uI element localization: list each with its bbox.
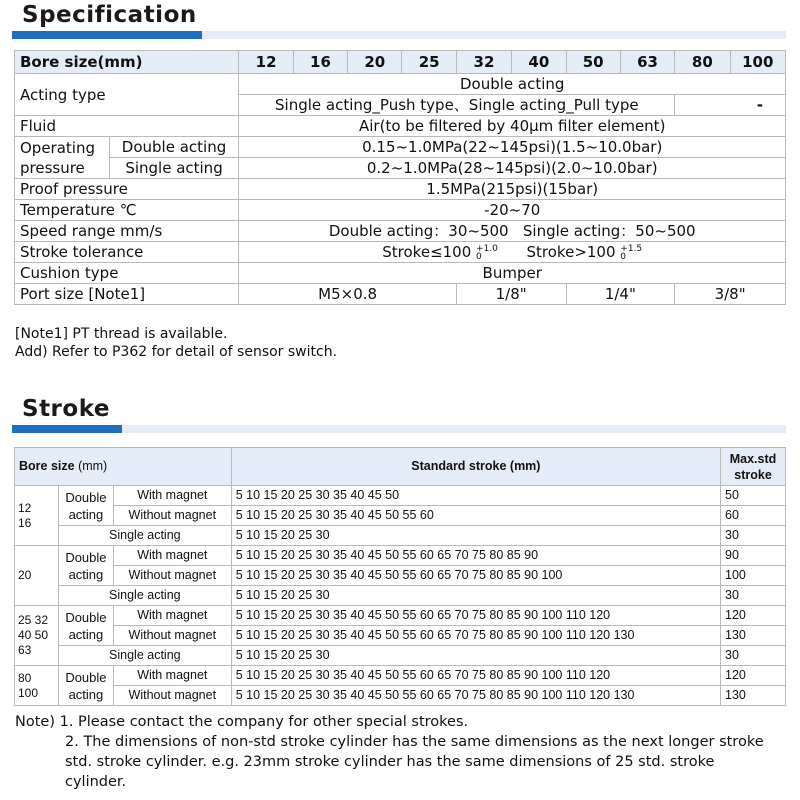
cushion-type-row xyxy=(15,263,786,284)
fluid-label: Fluid xyxy=(15,116,239,137)
max-stroke: 60 xyxy=(721,506,786,526)
port-size-row xyxy=(15,284,786,305)
max-stroke: 130 xyxy=(721,686,786,706)
stroke-tolerance-row xyxy=(15,242,786,263)
standard-stroke-header: Standard stroke (mm) xyxy=(231,448,720,486)
stroke-values: 5 10 15 20 25 30 xyxy=(231,526,720,546)
spec-header-row xyxy=(15,51,786,74)
operating-pressure-row xyxy=(15,137,786,158)
max-stroke: 90 xyxy=(721,546,786,566)
bore-col: 12 xyxy=(239,51,293,74)
max-stroke: 100 xyxy=(721,566,786,586)
single-acting-label: Single acting xyxy=(58,646,231,666)
stroke-values: 5 10 15 20 25 30 35 40 45 50 55 60 xyxy=(231,506,720,526)
acting-type-single: Single acting_Push type、Single acting_Pull type xyxy=(239,95,675,116)
table-row xyxy=(15,666,786,686)
with-magnet-label: With magnet xyxy=(113,666,231,686)
max-stroke: 30 xyxy=(721,526,786,546)
stroke-values: 5 10 15 20 25 30 35 40 45 50 xyxy=(231,486,720,506)
stroke-tolerance-value xyxy=(239,242,786,263)
bore-col: 20 xyxy=(348,51,402,74)
op-single-value: 0.2~1.0MPa(28~145psi)(2.0~10.0bar) xyxy=(239,158,786,179)
bore-col: 63 xyxy=(620,51,674,74)
with-magnet-label: With magnet xyxy=(113,546,231,566)
stroke-note-1: Note) 1. Please contact the company for other special strokes. xyxy=(15,714,469,730)
proof-pressure-row xyxy=(15,179,786,200)
temperature-label: Temperature ℃ xyxy=(15,200,239,221)
single-acting-label: Single acting xyxy=(58,586,231,606)
note1: [Note1] PT thread is available. xyxy=(15,326,228,342)
without-magnet-label: Without magnet xyxy=(113,566,231,586)
table-row xyxy=(15,506,786,526)
speed-range-label: Speed range mm/s xyxy=(15,221,239,242)
fluid-row xyxy=(15,116,786,137)
stroke-notes xyxy=(15,712,780,792)
bore-cell: 80 100 xyxy=(15,666,59,706)
speed-range-row xyxy=(15,221,786,242)
table-row xyxy=(15,686,786,706)
table-row xyxy=(15,606,786,626)
port-size-label: Port size [Note1] xyxy=(15,284,239,305)
spec-notes xyxy=(15,325,337,361)
stroke-header-row xyxy=(15,448,786,486)
stroke-tolerance-label: Stroke tolerance xyxy=(15,242,239,263)
bore-col: 50 xyxy=(566,51,620,74)
single-acting-label: Single acting xyxy=(58,526,231,546)
port-size-value: 1/4" xyxy=(566,284,675,305)
acting-type-label: Acting type xyxy=(15,74,239,116)
bore-cell: 20 xyxy=(15,546,59,606)
table-row xyxy=(15,566,786,586)
stroke-table xyxy=(14,447,786,706)
temperature-value: -20~70 xyxy=(239,200,786,221)
table-row xyxy=(15,526,786,546)
op-double-value: 0.15~1.0MPa(22~145psi)(1.5~10.0bar) xyxy=(239,137,786,158)
proof-pressure-label: Proof pressure xyxy=(15,179,239,200)
acting-type-double: Double acting xyxy=(239,74,786,95)
with-magnet-label: With magnet xyxy=(113,606,231,626)
stroke-values: 5 10 15 20 25 30 35 40 45 50 55 60 65 70 75 80 85 90 100 110 120 130 xyxy=(231,686,720,706)
op-double-label: Double acting xyxy=(109,137,239,158)
table-row xyxy=(15,646,786,666)
port-size-value: 3/8" xyxy=(675,284,786,305)
stroke-values: 5 10 15 20 25 30 35 40 45 50 55 60 65 70 75 80 85 90 100 110 120 xyxy=(231,606,720,626)
port-size-value: 1/8" xyxy=(456,284,566,305)
stroke-values: 5 10 15 20 25 30 35 40 45 50 55 60 65 70 75 80 85 90 xyxy=(231,546,720,566)
table-row xyxy=(15,546,786,566)
double-acting-cell: Double acting xyxy=(58,666,113,706)
max-stroke: 120 xyxy=(721,666,786,686)
fluid-value: Air(to be filtered by 40μm filter element) xyxy=(239,116,786,137)
table-row xyxy=(15,626,786,646)
max-stroke: 30 xyxy=(721,646,786,666)
specification-table xyxy=(14,50,786,305)
bore-col: 100 xyxy=(730,51,785,74)
bore-col: 16 xyxy=(293,51,347,74)
stroke-bore-header: Bore size (mm) xyxy=(15,448,232,486)
tol-b-label: Stroke>100 xyxy=(526,243,616,261)
speed-range-value: Double acting：30~500 Single acting：50~500 xyxy=(239,221,786,242)
without-magnet-label: Without magnet xyxy=(113,506,231,526)
temperature-row xyxy=(15,200,786,221)
operating-pressure-label: Operating pressure xyxy=(15,137,110,179)
spec-title-bar xyxy=(12,31,786,39)
with-magnet-label: With magnet xyxy=(113,486,231,506)
bore-cell: 25 32 40 50 63 xyxy=(15,606,59,666)
double-acting-cell: Double acting xyxy=(58,486,113,526)
max-std-stroke-header: Max.std stroke xyxy=(721,448,786,486)
bore-col: 32 xyxy=(456,51,511,74)
op-single-label: Single acting xyxy=(109,158,239,179)
bore-col: 40 xyxy=(512,51,566,74)
stroke-values: 5 10 15 20 25 30 35 40 45 50 55 60 65 70 75 80 85 90 100 110 120 130 xyxy=(231,626,720,646)
tol-b: +1.5 0 xyxy=(620,243,643,262)
tol-a-label: Stroke≤100 xyxy=(382,243,472,261)
stroke-title: Stroke xyxy=(22,396,110,422)
stroke-values: 5 10 15 20 25 30 35 40 45 50 55 60 65 70 75 80 85 90 100 xyxy=(231,566,720,586)
tol-a: +1.0 0 xyxy=(476,243,498,262)
proof-pressure-value: 1.5MPa(215psi)(15bar) xyxy=(239,179,786,200)
spec-title: Specification xyxy=(22,2,197,28)
stroke-values: 5 10 15 20 25 30 xyxy=(231,646,720,666)
table-row xyxy=(15,586,786,606)
acting-type-na: - xyxy=(675,95,786,116)
double-acting-cell: Double acting xyxy=(58,606,113,646)
max-stroke: 30 xyxy=(721,586,786,606)
stroke-values: 5 10 15 20 25 30 35 40 45 50 55 60 65 70 75 80 85 90 100 110 120 xyxy=(231,666,720,686)
max-stroke: 130 xyxy=(721,626,786,646)
operating-pressure-row-2 xyxy=(15,158,786,179)
acting-type-row xyxy=(15,74,786,95)
note2: Add) Refer to P362 for detail of sensor switch. xyxy=(15,344,338,360)
stroke-note-2: 2. The dimensions of non-std stroke cylinder has the same dimensions as the next longer stroke std. stroke cylinder. e.g. 23mm stroke cylinder has the same dimensions of 25 std. stroke cylinder. xyxy=(65,734,764,790)
cushion-type-label: Cushion type xyxy=(15,263,239,284)
bore-col: 25 xyxy=(402,51,456,74)
double-acting-cell: Double acting xyxy=(58,546,113,586)
port-size-value: M5×0.8 xyxy=(239,284,456,305)
cushion-type-value: Bumper xyxy=(239,263,786,284)
without-magnet-label: Without magnet xyxy=(113,686,231,706)
without-magnet-label: Without magnet xyxy=(113,626,231,646)
bore-col: 80 xyxy=(675,51,730,74)
table-row xyxy=(15,486,786,506)
stroke-values: 5 10 15 20 25 30 xyxy=(231,586,720,606)
max-stroke: 120 xyxy=(721,606,786,626)
max-stroke: 50 xyxy=(721,486,786,506)
bore-cell: 12 16 xyxy=(15,486,59,546)
stroke-title-bar xyxy=(12,425,786,433)
bore-size-header: Bore size(mm) xyxy=(15,51,239,74)
